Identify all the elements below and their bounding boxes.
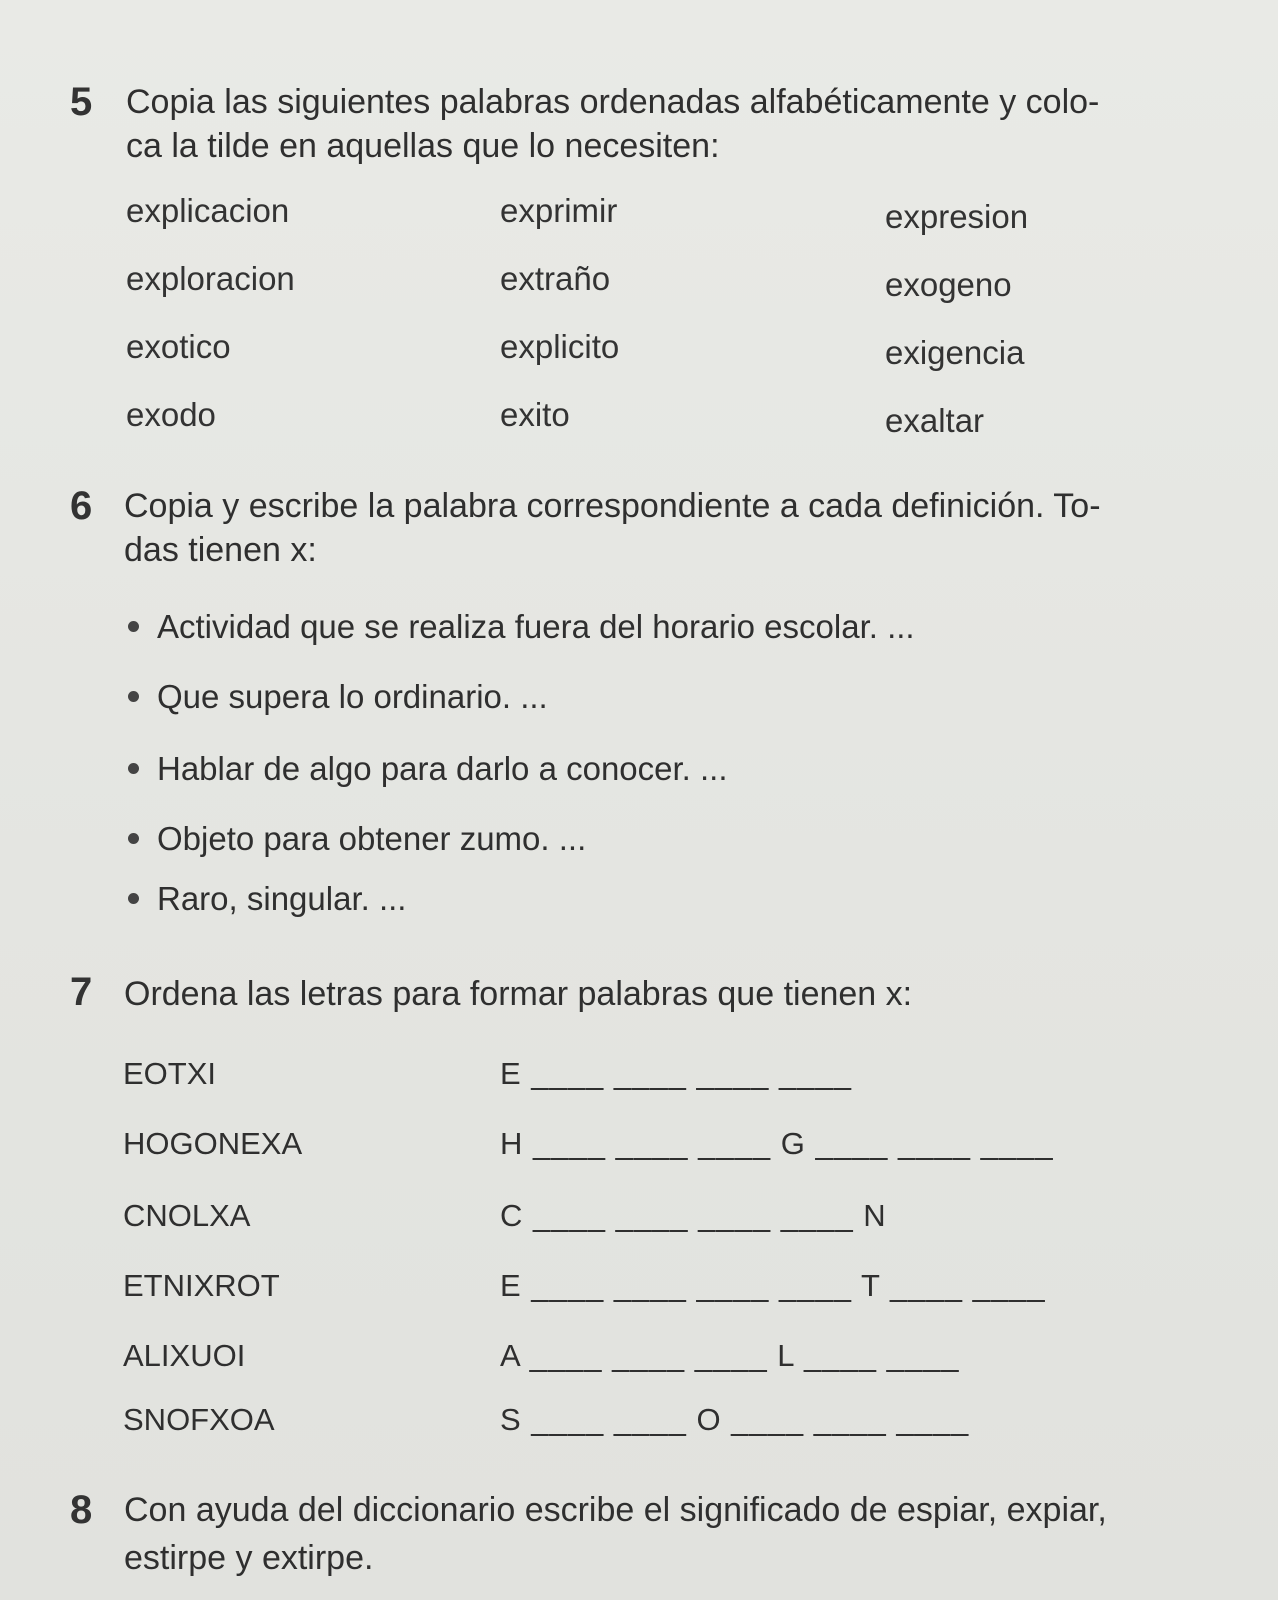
definition-item: Hablar de algo para darlo a conocer. ... — [128, 750, 728, 788]
exercise-number: 5 — [70, 80, 93, 124]
bullet-icon — [128, 621, 139, 632]
word: exprimir — [500, 192, 618, 229]
answer-pattern: S ____ ____ O ____ ____ ____ — [500, 1402, 970, 1437]
word: exploracion — [126, 260, 295, 297]
scrambled-word: CNOLXA — [123, 1198, 251, 1233]
word: explicacion — [126, 192, 290, 229]
word: expresion — [885, 198, 1029, 235]
exercise-instruction-line: Con ayuda del diccionario escribe el significado de espiar, expiar, — [124, 1491, 1107, 1529]
exercise-instruction-line: Copia y escribe la palabra correspondiente a cada definición. To- — [124, 487, 1101, 525]
bullet-icon — [128, 893, 139, 904]
definition-item: Que supera lo ordinario. ... — [128, 678, 548, 716]
scrambled-word: ALIXUOI — [123, 1338, 246, 1373]
definition-item: Raro, singular. ... — [128, 880, 406, 918]
answer-pattern: E ____ ____ ____ ____ T ____ ____ — [500, 1268, 1046, 1303]
exercise-instruction-line: ca la tilde en aquellas que lo necesiten: — [126, 127, 720, 165]
word: explicito — [500, 328, 620, 365]
definition-item: Actividad que se realiza fuera del horario escolar. ... — [128, 608, 915, 646]
word: exodo — [126, 396, 216, 433]
exercise-instruction-line: estirpe y extirpe. — [124, 1539, 374, 1577]
scrambled-word: SNOFXOA — [123, 1402, 275, 1437]
word: extraño — [500, 260, 611, 297]
exercise-number: 6 — [70, 484, 93, 528]
answer-pattern: E ____ ____ ____ ____ — [500, 1056, 852, 1091]
word: exotico — [126, 328, 231, 365]
word: exigencia — [885, 334, 1025, 371]
word: exito — [500, 396, 570, 433]
definition-item: Objeto para obtener zumo. ... — [128, 820, 586, 858]
bullet-icon — [128, 691, 139, 702]
scrambled-word: HOGONEXA — [123, 1126, 303, 1161]
answer-pattern: C ____ ____ ____ ____ N — [500, 1198, 887, 1233]
exercise-instruction-line: Copia las siguientes palabras ordenadas alfabéticamente y colo- — [126, 83, 1100, 121]
scrambled-word: EOTXI — [123, 1056, 217, 1091]
exercise-number: 8 — [70, 1488, 93, 1532]
answer-pattern: H ____ ____ ____ G ____ ____ ____ — [500, 1126, 1054, 1161]
exercise-instruction: Ordena las letras para formar palabras que tienen x: — [124, 975, 913, 1013]
answer-pattern: A ____ ____ ____ L ____ ____ — [500, 1338, 960, 1373]
bullet-icon — [128, 763, 139, 774]
word: exaltar — [885, 402, 985, 439]
scrambled-word: ETNIXROT — [123, 1268, 280, 1303]
bullet-icon — [128, 833, 139, 844]
exercise-instruction-line: das tienen x: — [124, 531, 317, 569]
exercise-number: 7 — [70, 970, 93, 1014]
word: exogeno — [885, 266, 1012, 303]
